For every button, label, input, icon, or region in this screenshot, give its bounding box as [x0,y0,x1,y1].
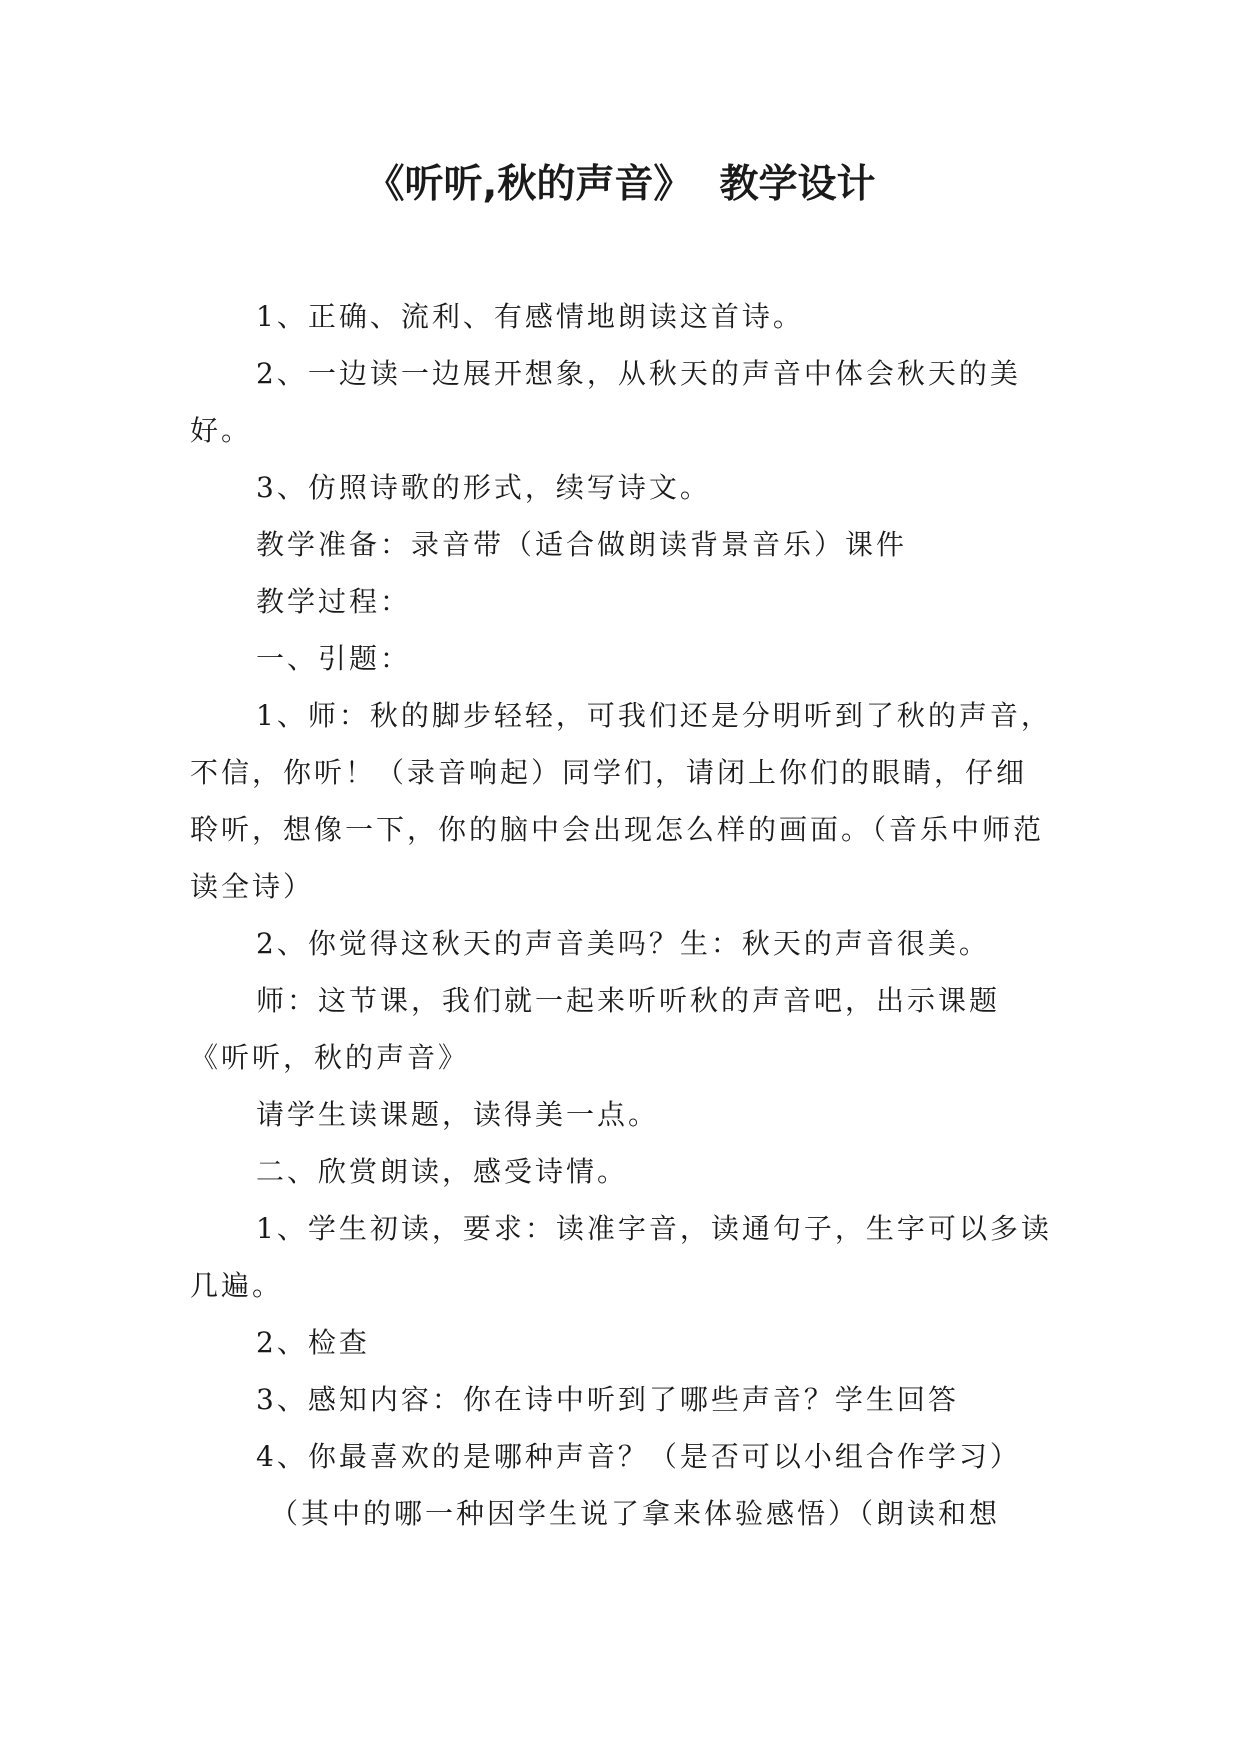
paragraph-objective-3: 3、仿照诗歌的形式，续写诗文。 [256,471,711,504]
paragraph-teacher-title: 师：这节课，我们就一起来听听秋的声音吧，出示课题《听听，秋的声音》 [190,984,1001,1074]
paragraph-first-reading: 1、学生初读，要求：读准字音，读通句子，生字可以多读几遍。 [190,1212,1052,1302]
document-title: 《听听,秋的声音》 教学设计 [365,162,876,207]
paragraph-read-title: 请学生读课题，读得美一点。 [256,1098,660,1131]
paragraph-perceive: 3、感知内容：你在诗中听到了哪些声音？学生回答 [256,1383,959,1416]
paragraph-objective-2: 2、一边读一边展开想象，从秋天的声音中体会秋天的美好。 [190,357,1021,447]
paragraph-preparation: 教学准备：录音带（适合做朗读背景音乐）课件 [256,528,908,561]
section-heading-appreciation: 二、欣赏朗读，感受诗情。 [256,1155,629,1188]
paragraph-objective-1: 1、正确、流利、有感情地朗读这首诗。 [256,300,804,333]
document-body [190,288,1052,1542]
section-heading-intro: 一、引题： [256,642,412,675]
paragraph-experience: （其中的哪一种因学生说了拿来体验感悟）（朗读和想 [270,1497,1001,1530]
paragraph-check: 2、检查 [256,1326,370,1359]
paragraph-intro-2: 2、你觉得这秋天的声音美吗？生：秋天的声音很美。 [256,927,990,960]
paragraph-process-heading: 教学过程： [256,585,412,618]
paragraph-intro-1: 1、师：秋的脚步轻轻，可我们还是分明听到了秋的声音，不信，你听！（录音响起）同学们，请闭上你们的眼睛，仔细聆听，想像一下，你的脑中会出现怎么样的画面。（音乐中师范读全诗） [190,699,1052,903]
paragraph-favorite-sound: 4、你最喜欢的是哪种声音？（是否可以小组合作学习） [256,1440,1021,1473]
